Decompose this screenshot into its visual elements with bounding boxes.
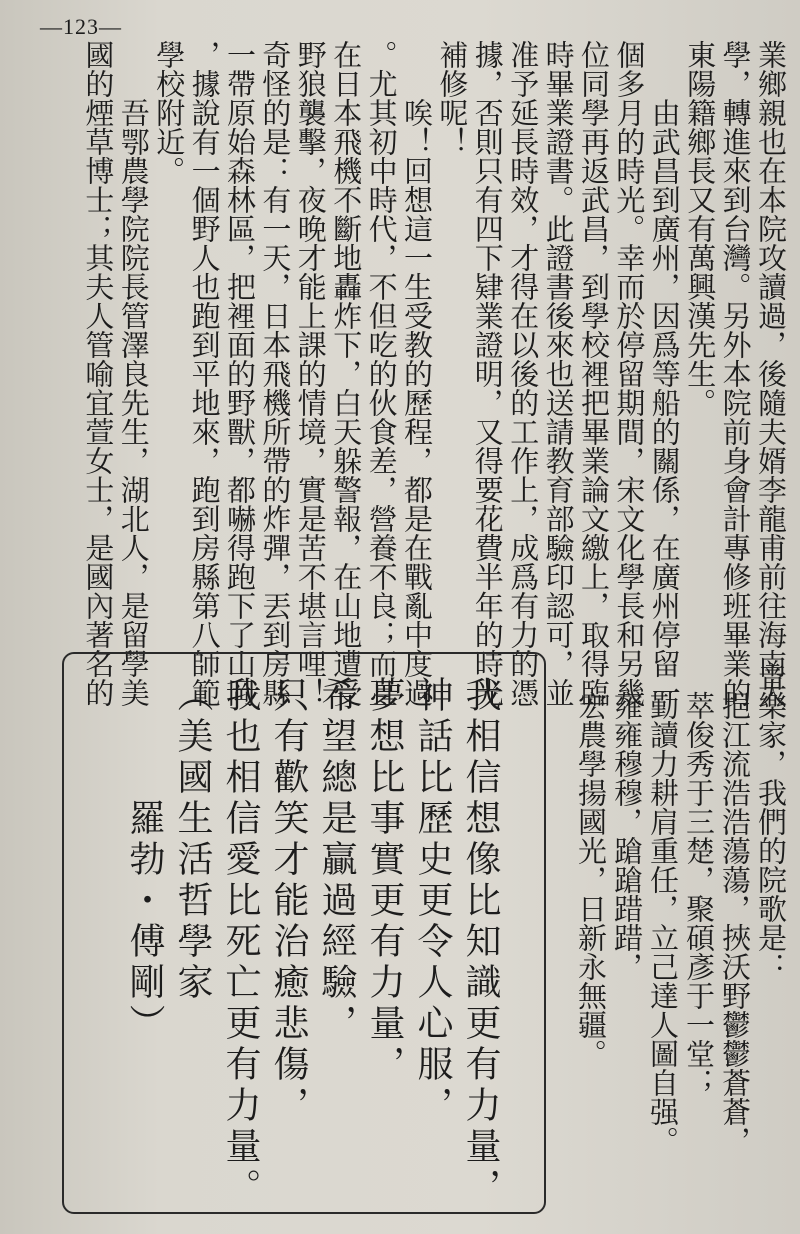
- text-column: 東陽籍鄉長又有萬興漢先生。: [683, 40, 718, 417]
- text-column: 一帶原始森林區，把裡面的野獸，都嚇得跑下了山岡: [223, 40, 257, 707]
- quote-line: 夢想比事實更有力量，: [364, 676, 405, 1086]
- text-column: 據，否則只有四下肄業證明，又得要花費半年的時光: [470, 40, 505, 707]
- quote-line: 只有歡笑才能治癒悲傷，: [268, 676, 309, 1127]
- anthem-line: 挹江流浩浩蕩蕩，挾沃野鬱鬱蒼蒼，: [718, 662, 752, 1155]
- text-column: ，據說有一個野人也跑到平地來，跑到房縣第八師範: [187, 40, 222, 707]
- text-column: 野狼襲擊，夜晚才能上課的情境，實是苦不堪言哩！: [293, 40, 328, 707]
- anthem-line: 雍雍穆穆，蹌蹌踖踖，: [610, 662, 644, 981]
- text-column: 位同學再返武昌，到學校裡把畢業論文繳上，取得臨: [577, 40, 611, 707]
- text-column: 業鄉親也在本院攻讀過，後隨夫婿李龍甫前往海南大: [754, 40, 788, 707]
- text-column: 吾鄂農學院院長管澤良先生，湖北人，是留學美: [116, 40, 151, 707]
- page-number: —123—: [40, 14, 122, 39]
- text-column: 奇怪的是：有一天，日本飛機所帶的炸彈，丟到房縣: [258, 40, 293, 707]
- text-column: 。尤其初中時代，不但吃的伙食差，營養不良；而且: [364, 40, 399, 707]
- text-column: 學，轉進來到台灣。另外本院前身會計專修班畢業的: [718, 40, 753, 707]
- text-column: 時畢業證書。此證書後來也送請教育部驗印認可，並: [541, 40, 576, 707]
- quote-line: 神話比歷史更令人心服，: [412, 676, 453, 1127]
- quote-line: 羅勃・傅剛）: [124, 676, 165, 1045]
- text-column: 在日本飛機不斷地轟炸下，白天躲警報，在山地遭受: [329, 40, 364, 707]
- quote-line: 我也相信愛比死亡更有力量。: [220, 676, 261, 1209]
- text-column: 個多月的時光。幸而於停留期間，宋文化學長和另幾: [612, 40, 647, 707]
- text-column: 准予延長時效，才得在以後的工作上，成爲有力的憑: [506, 40, 541, 707]
- text-column: 唉！回想這一生受教的歷程，都是在戰亂中度過: [400, 40, 434, 707]
- quote-line: （美國生活哲學家: [172, 676, 213, 1004]
- quote-line: 我相信想像比知識更有力量，: [460, 676, 501, 1209]
- text-column: 國的煙草博士；其夫人管喻宜萱女士，是國內著名的: [81, 40, 116, 707]
- quote-box: [62, 652, 546, 1214]
- anthem-line: 宏農學揚國光，日新永無疆。: [574, 662, 608, 1068]
- anthem-line: 勤讀力耕肩重任，立己達人圖自强。: [646, 662, 680, 1155]
- text-column: 補修呢！: [435, 40, 470, 156]
- text-column: 由武昌到廣州，因爲等船的關係，在廣州停留一: [647, 40, 682, 707]
- quote-line: 希望總是贏過經驗，: [316, 676, 357, 1045]
- text-column: 學校附近。: [152, 40, 187, 185]
- anthem-line: 音樂家，我們的院歌是：: [754, 662, 788, 981]
- anthem-line: 萃俊秀于三楚，聚碩彥于一堂；: [682, 662, 716, 1097]
